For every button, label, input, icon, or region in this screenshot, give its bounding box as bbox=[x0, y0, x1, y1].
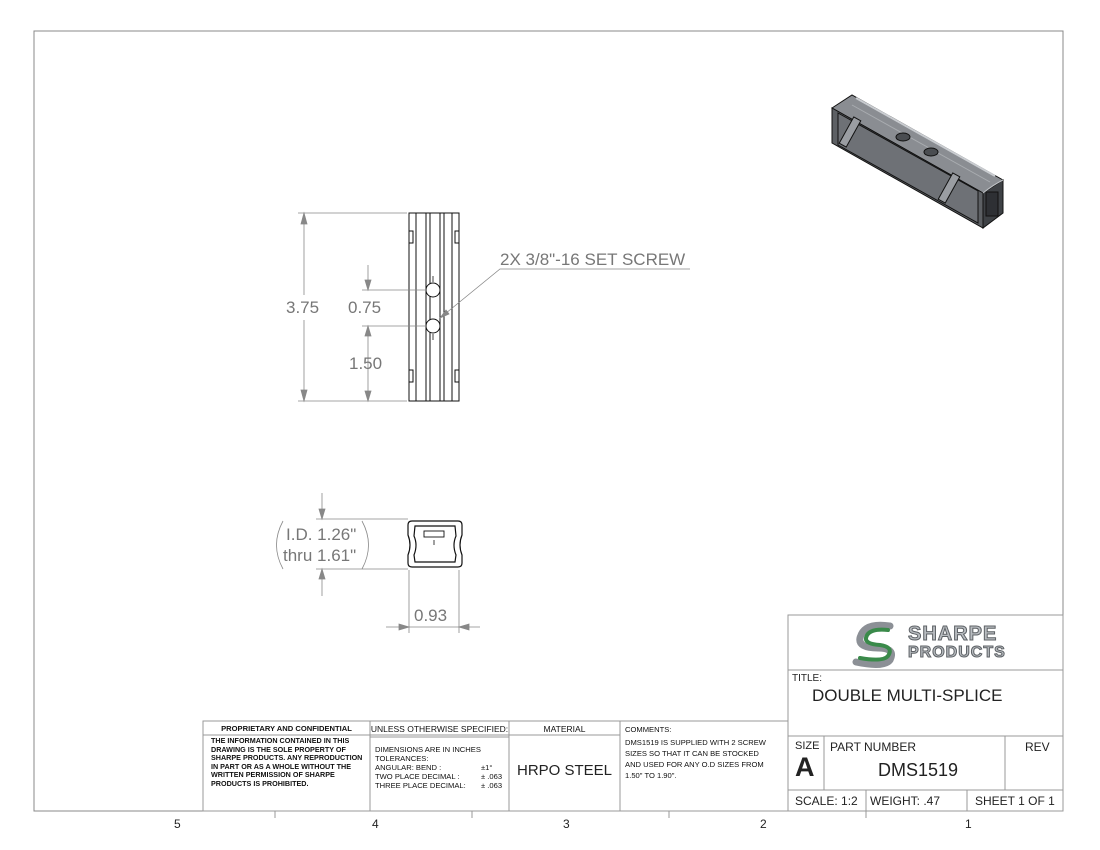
dims-inches-line: DIMENSIONS ARE IN INCHES bbox=[375, 745, 481, 754]
three-place-row bbox=[375, 781, 507, 790]
proprietary-header: PROPRIETARY AND CONFIDENTIAL bbox=[221, 724, 352, 733]
set-screw-hole-bottom bbox=[426, 319, 440, 333]
zone-label-4: 4 bbox=[372, 817, 379, 831]
comments-text: DMS1519 IS SUPPLIED WITH 2 SCREW SIZES SO THAT IT CAN BE STOCKED AND USED FOR ANY O.D SIZES FROM 1.50" TO 1.90". bbox=[625, 738, 766, 780]
dim-id-line1: I.D. 1.26" bbox=[286, 525, 357, 544]
two-place-value: ± .063 bbox=[481, 772, 503, 781]
title-label: TITLE: bbox=[792, 673, 823, 684]
zone-label-1: 1 bbox=[965, 817, 972, 831]
zone-label-5: 5 bbox=[174, 817, 181, 831]
two-place-row bbox=[375, 772, 507, 781]
drawing-title: DOUBLE MULTI-SPLICE bbox=[812, 686, 1003, 705]
material-header: MATERIAL bbox=[543, 724, 586, 734]
material-value: HRPO STEEL bbox=[516, 762, 613, 779]
angular-row bbox=[375, 763, 507, 772]
angular-label: ANGULAR: BEND : bbox=[375, 763, 442, 772]
comments-header: COMMENTS: bbox=[625, 725, 672, 734]
part-number-label: PART NUMBER bbox=[830, 740, 917, 754]
set-screw-callout: 2X 3/8"-16 SET SCREW bbox=[500, 250, 686, 269]
proprietary-text: THE INFORMATION CONTAINED IN THIS DRAWING IS THE SOLE PROPERTY OF SHARPE PRODUCTS. ANY REPRODUCTION IN PART OR AS A WHOLE WITHOUT THE WRITTEN PERMISSION OF SHARPE PRODUCTS IS PROHIBITED. bbox=[211, 736, 363, 788]
front-view bbox=[409, 213, 459, 401]
tolerances-line: TOLERANCES: bbox=[375, 754, 429, 763]
zone-label-2: 2 bbox=[760, 817, 767, 831]
weight-field: WEIGHT: .47 bbox=[870, 794, 941, 808]
set-screw-hole-top bbox=[426, 283, 440, 297]
size-label: SIZE bbox=[795, 740, 820, 752]
tolerances-header: UNLESS OTHERWISE SPECIFIED: bbox=[370, 724, 509, 734]
zone-ticks bbox=[275, 811, 866, 818]
dim-id-line2: thru 1.61" bbox=[283, 546, 357, 565]
tolerances-block bbox=[375, 745, 507, 790]
dim-overall-length: 3.75 bbox=[286, 298, 320, 317]
three-place-value: ± .063 bbox=[481, 781, 503, 790]
isometric-view bbox=[832, 95, 1003, 228]
company-logo bbox=[850, 620, 1010, 668]
logo-text-line2: PRODUCTS bbox=[908, 644, 1006, 661]
dim-edge-offset: 1.50 bbox=[349, 354, 383, 373]
sheet-field: SHEET 1 OF 1 bbox=[975, 794, 1055, 808]
part-number-value: DMS1519 bbox=[878, 760, 959, 780]
logo-swoosh-icon bbox=[850, 620, 910, 668]
size-value: A bbox=[795, 752, 815, 782]
rev-label: REV bbox=[1025, 740, 1050, 754]
angular-value: ±1° bbox=[481, 763, 493, 772]
dim-hole-spacing: 0.75 bbox=[348, 298, 382, 317]
scale-field: SCALE: 1:2 bbox=[795, 794, 858, 808]
end-view bbox=[408, 521, 462, 567]
three-place-label: THREE PLACE DECIMAL: bbox=[375, 781, 466, 790]
two-place-label: TWO PLACE DECIMAL : bbox=[375, 772, 460, 781]
logo-text-line1: SHARPE bbox=[908, 623, 998, 645]
zone-label-3: 3 bbox=[563, 817, 570, 831]
dim-width: 0.93 bbox=[414, 606, 448, 625]
